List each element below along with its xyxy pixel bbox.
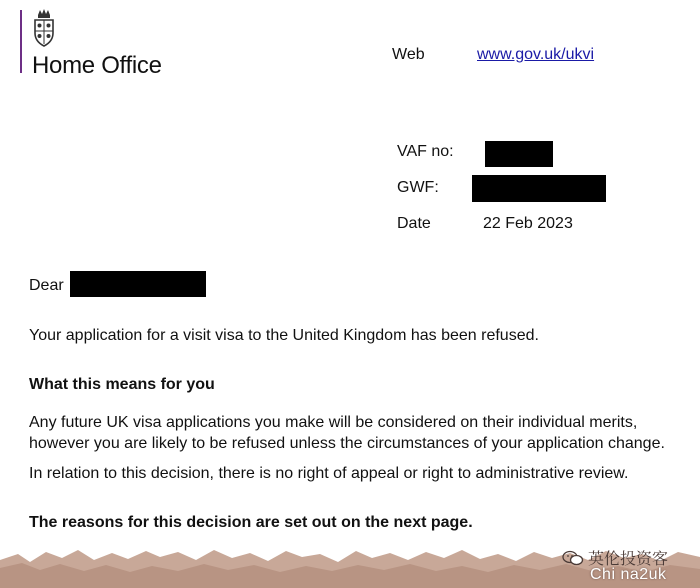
future-applications-paragraph: Any future UK visa applications you make will be considered on their individual merits, however you are likely to be refused unless the circumstances of your application change. [29, 414, 665, 452]
web-label: Web [392, 46, 425, 63]
web-link[interactable]: www.gov.uk/ukvi [477, 46, 595, 63]
organisation-name: Home Office [32, 52, 162, 79]
gwf-label: GWF: [397, 179, 439, 196]
vaf-label: VAF no: [397, 143, 454, 160]
date-value: 22 Feb 2023 [483, 215, 573, 232]
brand-bar [20, 10, 22, 73]
royal-crest-icon [30, 9, 58, 49]
section-heading: What this means for you [29, 376, 215, 393]
date-label: Date [397, 215, 431, 232]
salutation: Dear [29, 277, 64, 294]
name-redaction [70, 271, 206, 297]
watermark-text: 英伦投资客 [588, 551, 669, 568]
vaf-redaction [485, 141, 553, 167]
appeal-paragraph: In relation to this decision, there is no right of appeal or right to administrative review. [29, 465, 629, 482]
refusal-statement: Your application for a visit visa to the United Kingdom has been refused. [29, 327, 539, 344]
gwf-redaction [472, 175, 606, 202]
wechat-icon [562, 550, 584, 566]
reasons-note: The reasons for this decision are set out on the next page. [29, 514, 473, 531]
watermark-subtext: Chi na2uk [590, 566, 667, 583]
